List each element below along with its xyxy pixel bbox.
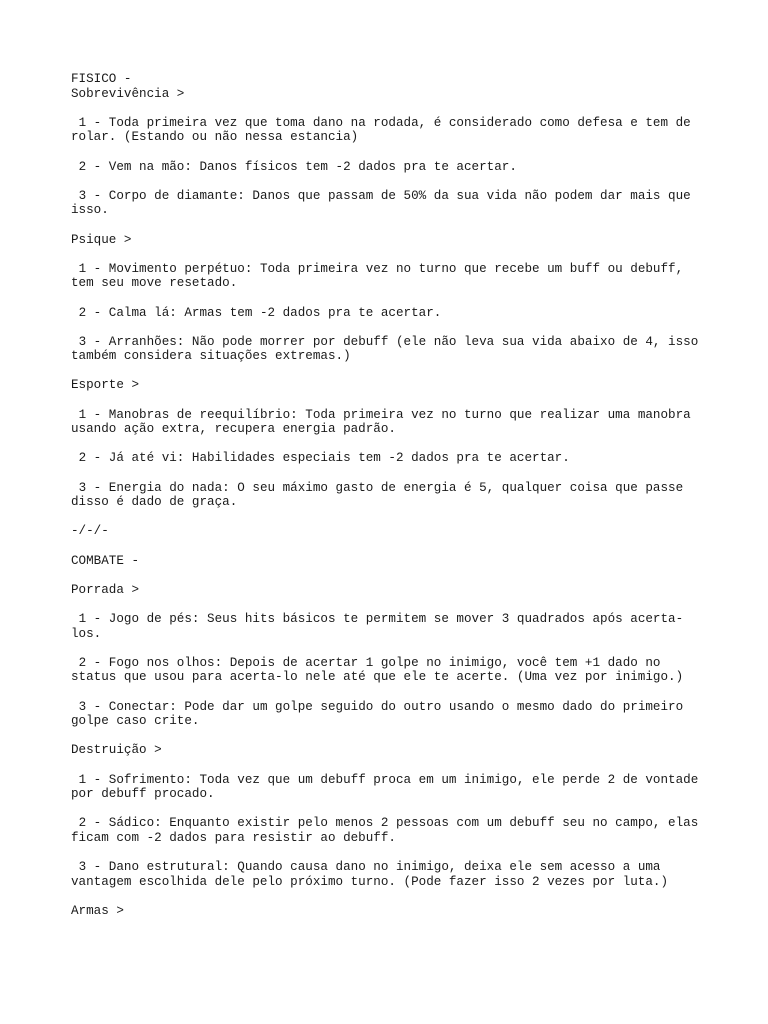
paragraph: 3 - Corpo de diamante: Danos que passam de 50% da sua vida não podem dar mais que isso. bbox=[71, 188, 691, 218]
paragraph: 3 - Energia do nada: O seu máximo gasto de energia é 5, qualquer coisa que passe disso é dado de graça. bbox=[71, 480, 684, 510]
subsection-heading-armas: Armas > bbox=[71, 903, 124, 918]
paragraph: 1 - Sofrimento: Toda vez que um debuff proca em um inimigo, ele perde 2 de vontade por debuff procado. bbox=[71, 772, 699, 802]
subsection-heading-porrada: Porrada > bbox=[71, 582, 140, 597]
document-page bbox=[71, 72, 711, 933]
section-heading-combate: COMBATE - bbox=[71, 553, 140, 568]
subsection-heading-psique: Psique > bbox=[71, 232, 132, 247]
paragraph: 2 - Vem na mão: Danos físicos tem -2 dados pra te acertar. bbox=[71, 159, 517, 174]
subsection-heading-destruicao: Destruição > bbox=[71, 743, 162, 758]
paragraph: 2 - Fogo nos olhos: Depois de acertar 1 golpe no inimigo, você tem +1 dado no status que usou para acerta-lo nele até que ele te acerte. (Uma vez por inimigo.) bbox=[71, 655, 684, 685]
section-heading-fisico: FISICO - bbox=[71, 72, 132, 86]
paragraph: 3 - Arranhões: Não pode morrer por debuff (ele não leva sua vida abaixo de 4, isso também considera situações extremas.) bbox=[71, 334, 699, 364]
paragraph: 3 - Conectar: Pode dar um golpe seguido do outro usando o mesmo dado do primeiro golpe caso crite. bbox=[71, 699, 684, 729]
separator-text: -/-/- bbox=[71, 524, 109, 539]
paragraph: 1 - Manobras de reequilíbrio: Toda primeira vez no turno que realizar uma manobra usando ação extra, recupera energia padrão. bbox=[71, 407, 691, 437]
paragraph: 2 - Já até vi: Habilidades especiais tem -2 dados pra te acertar. bbox=[71, 451, 570, 466]
subsection-heading-esporte: Esporte > bbox=[71, 378, 140, 393]
paragraph: 2 - Sádico: Enquanto existir pelo menos 2 pessoas com um debuff seu no campo, elas ficam com -2 dados para resistir ao debuff. bbox=[71, 816, 699, 845]
paragraph: 1 - Movimento perpétuo: Toda primeira vez no turno que recebe um buff ou debuff, tem seu move resetado. bbox=[71, 261, 684, 291]
paragraph: 2 - Calma lá: Armas tem -2 dados pra te acertar. bbox=[71, 305, 442, 320]
subsection-heading-sobrevivencia: Sobrevivência > bbox=[71, 86, 185, 101]
paragraph: 1 - Toda primeira vez que toma dano na rodada, é considerado como defesa e tem de rolar. (Estando ou não nessa estancia) bbox=[71, 115, 691, 145]
paragraph: 3 - Dano estrutural: Quando causa dano no inimigo, deixa ele sem acesso a uma vantagem escolhida dele pelo próximo turno. (Pode fazer isso 2 vezes por luta.) bbox=[71, 860, 669, 889]
paragraph: 1 - Jogo de pés: Seus hits básicos te permitem se mover 3 quadrados após acerta- los. bbox=[71, 611, 684, 641]
